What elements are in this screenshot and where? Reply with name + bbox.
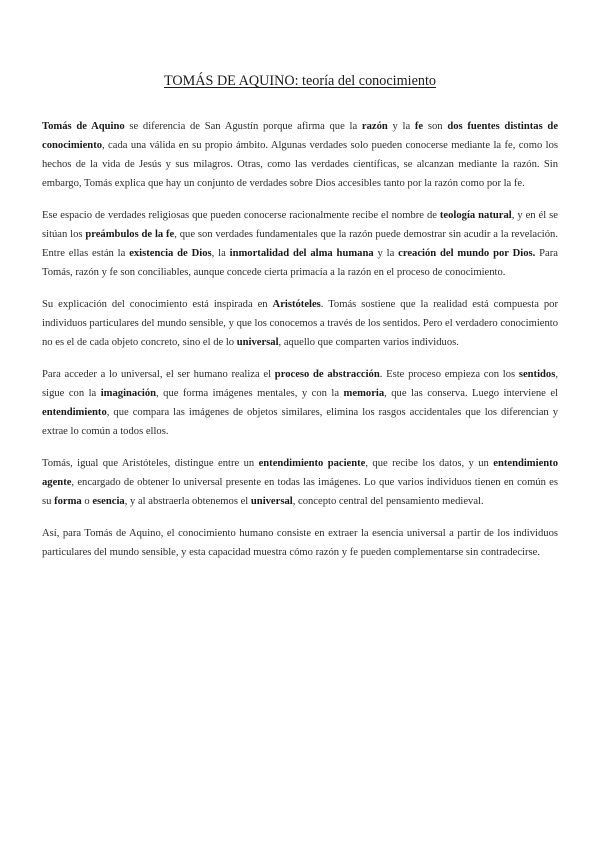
- bold-term: universal: [250, 496, 293, 507]
- text-run: , que compara las imágenes de objetos similares, elimina los rasgos accidentales que los diferencian y extrae lo común a todos ellos.: [42, 407, 558, 437]
- text-run: , cada una válida en su propio ámbito. Algunas verdades solo pueden conocerse mediante la fe, como los hechos de la vida de Jesús y sus milagros. Otras, como las verdades científicas, se alcanzan mediante la razón. Sin embargo, Tomás explica que hay un conjunto de verdades sobre Dios accesibles tanto por la razón como por la fe.: [42, 140, 558, 189]
- text-run: , que son verdades fundamentales que la razón puede demostrar sin acudir a la revelación. Entre ellas están la: [42, 229, 558, 259]
- bold-term: entendimiento: [42, 407, 107, 418]
- text-run: y la: [387, 121, 415, 132]
- bold-term: imaginación: [100, 388, 157, 399]
- bold-term: existencia de Dios: [129, 248, 212, 259]
- bold-term: dos fuentes distintas de conocimiento: [42, 121, 559, 151]
- body-paragraph: [42, 206, 558, 282]
- bold-term: esencia: [92, 496, 125, 507]
- text-run: y la: [373, 248, 399, 259]
- text-run: , que recibe los datos, y un: [365, 458, 494, 469]
- text-run: , y al abstraerla obtenemos el: [124, 496, 251, 507]
- text-run: Para Tomás, razón y fe son conciliables, aunque concede cierta primacía a la razón en el proceso de conocimiento.: [42, 248, 558, 278]
- text-run: , que forma imágenes mentales, y con la: [156, 388, 344, 399]
- document-body: [42, 117, 558, 562]
- text-run: se diferencia de San Agustín porque afirma que la: [124, 121, 362, 132]
- body-paragraph: [42, 454, 558, 511]
- bold-term: inmortalidad del alma humana: [229, 248, 374, 259]
- document-title: TOMÁS DE AQUINO: teoría del conocimiento: [163, 73, 436, 89]
- text-run: , aquello que comparten varios individuos.: [278, 337, 459, 348]
- bold-term: Tomás de Aquino: [42, 121, 125, 132]
- bold-term: universal: [236, 337, 279, 348]
- text-run: , que las conserva. Luego interviene el: [384, 388, 558, 399]
- text-run: son: [423, 121, 448, 132]
- text-run: o: [81, 496, 93, 507]
- text-run: , encargado de obtener lo universal presente en todas las imágenes. Lo que varios individuos tienen en común es su: [42, 477, 558, 507]
- text-run: , la: [211, 248, 230, 259]
- bold-term: memoria: [343, 388, 385, 399]
- bold-term: razón: [361, 121, 388, 132]
- body-paragraph: [42, 117, 558, 193]
- bold-term: creación del mundo por Dios.: [398, 248, 536, 259]
- body-paragraph: [42, 524, 558, 562]
- bold-term: teología natural: [439, 210, 512, 221]
- bold-term: fe: [414, 121, 424, 132]
- bold-term: sentidos: [518, 369, 556, 380]
- bold-term: forma: [54, 496, 82, 507]
- text-run: . Tomás sostiene que la realidad está compuesta por individuos particulares del mundo sensible, y que los conocemos a través de los sentidos. Pero el verdadero conocimiento no es el de cada objeto concreto, sino el de lo: [42, 299, 558, 348]
- text-run: Así, para Tomás de Aquino, el conocimiento humano consiste en extraer la esencia universal a partir de los individuos particulares del mundo sensible, y esta capacidad muestra cómo razón y fe pueden complementarse sin contradecirse.: [42, 528, 558, 558]
- bold-term: entendimiento paciente: [258, 458, 366, 469]
- bold-term: entendimiento agente: [42, 458, 558, 488]
- text-run: , sigue con la: [42, 369, 558, 399]
- bold-term: Aristóteles: [272, 299, 321, 310]
- text-run: . Este proceso empieza con los: [379, 369, 519, 380]
- text-run: , y en él se sitúan los: [42, 210, 558, 240]
- body-paragraph: [42, 295, 558, 352]
- text-run: Su explicación del conocimiento está inspirada en: [42, 299, 273, 310]
- text-run: Tomás, igual que Aristóteles, distingue entre un: [42, 458, 259, 469]
- text-run: Ese espacio de verdades religiosas que pueden conocerse racionalmente recibe el nombre de: [42, 210, 440, 221]
- text-run: Para acceder a lo universal, el ser humano realiza el: [42, 369, 275, 380]
- text-run: , concepto central del pensamiento medieval.: [292, 496, 484, 507]
- body-paragraph: [42, 365, 558, 441]
- bold-term: proceso de abstracción: [274, 369, 380, 380]
- bold-term: preámbulos de la fe: [85, 229, 175, 240]
